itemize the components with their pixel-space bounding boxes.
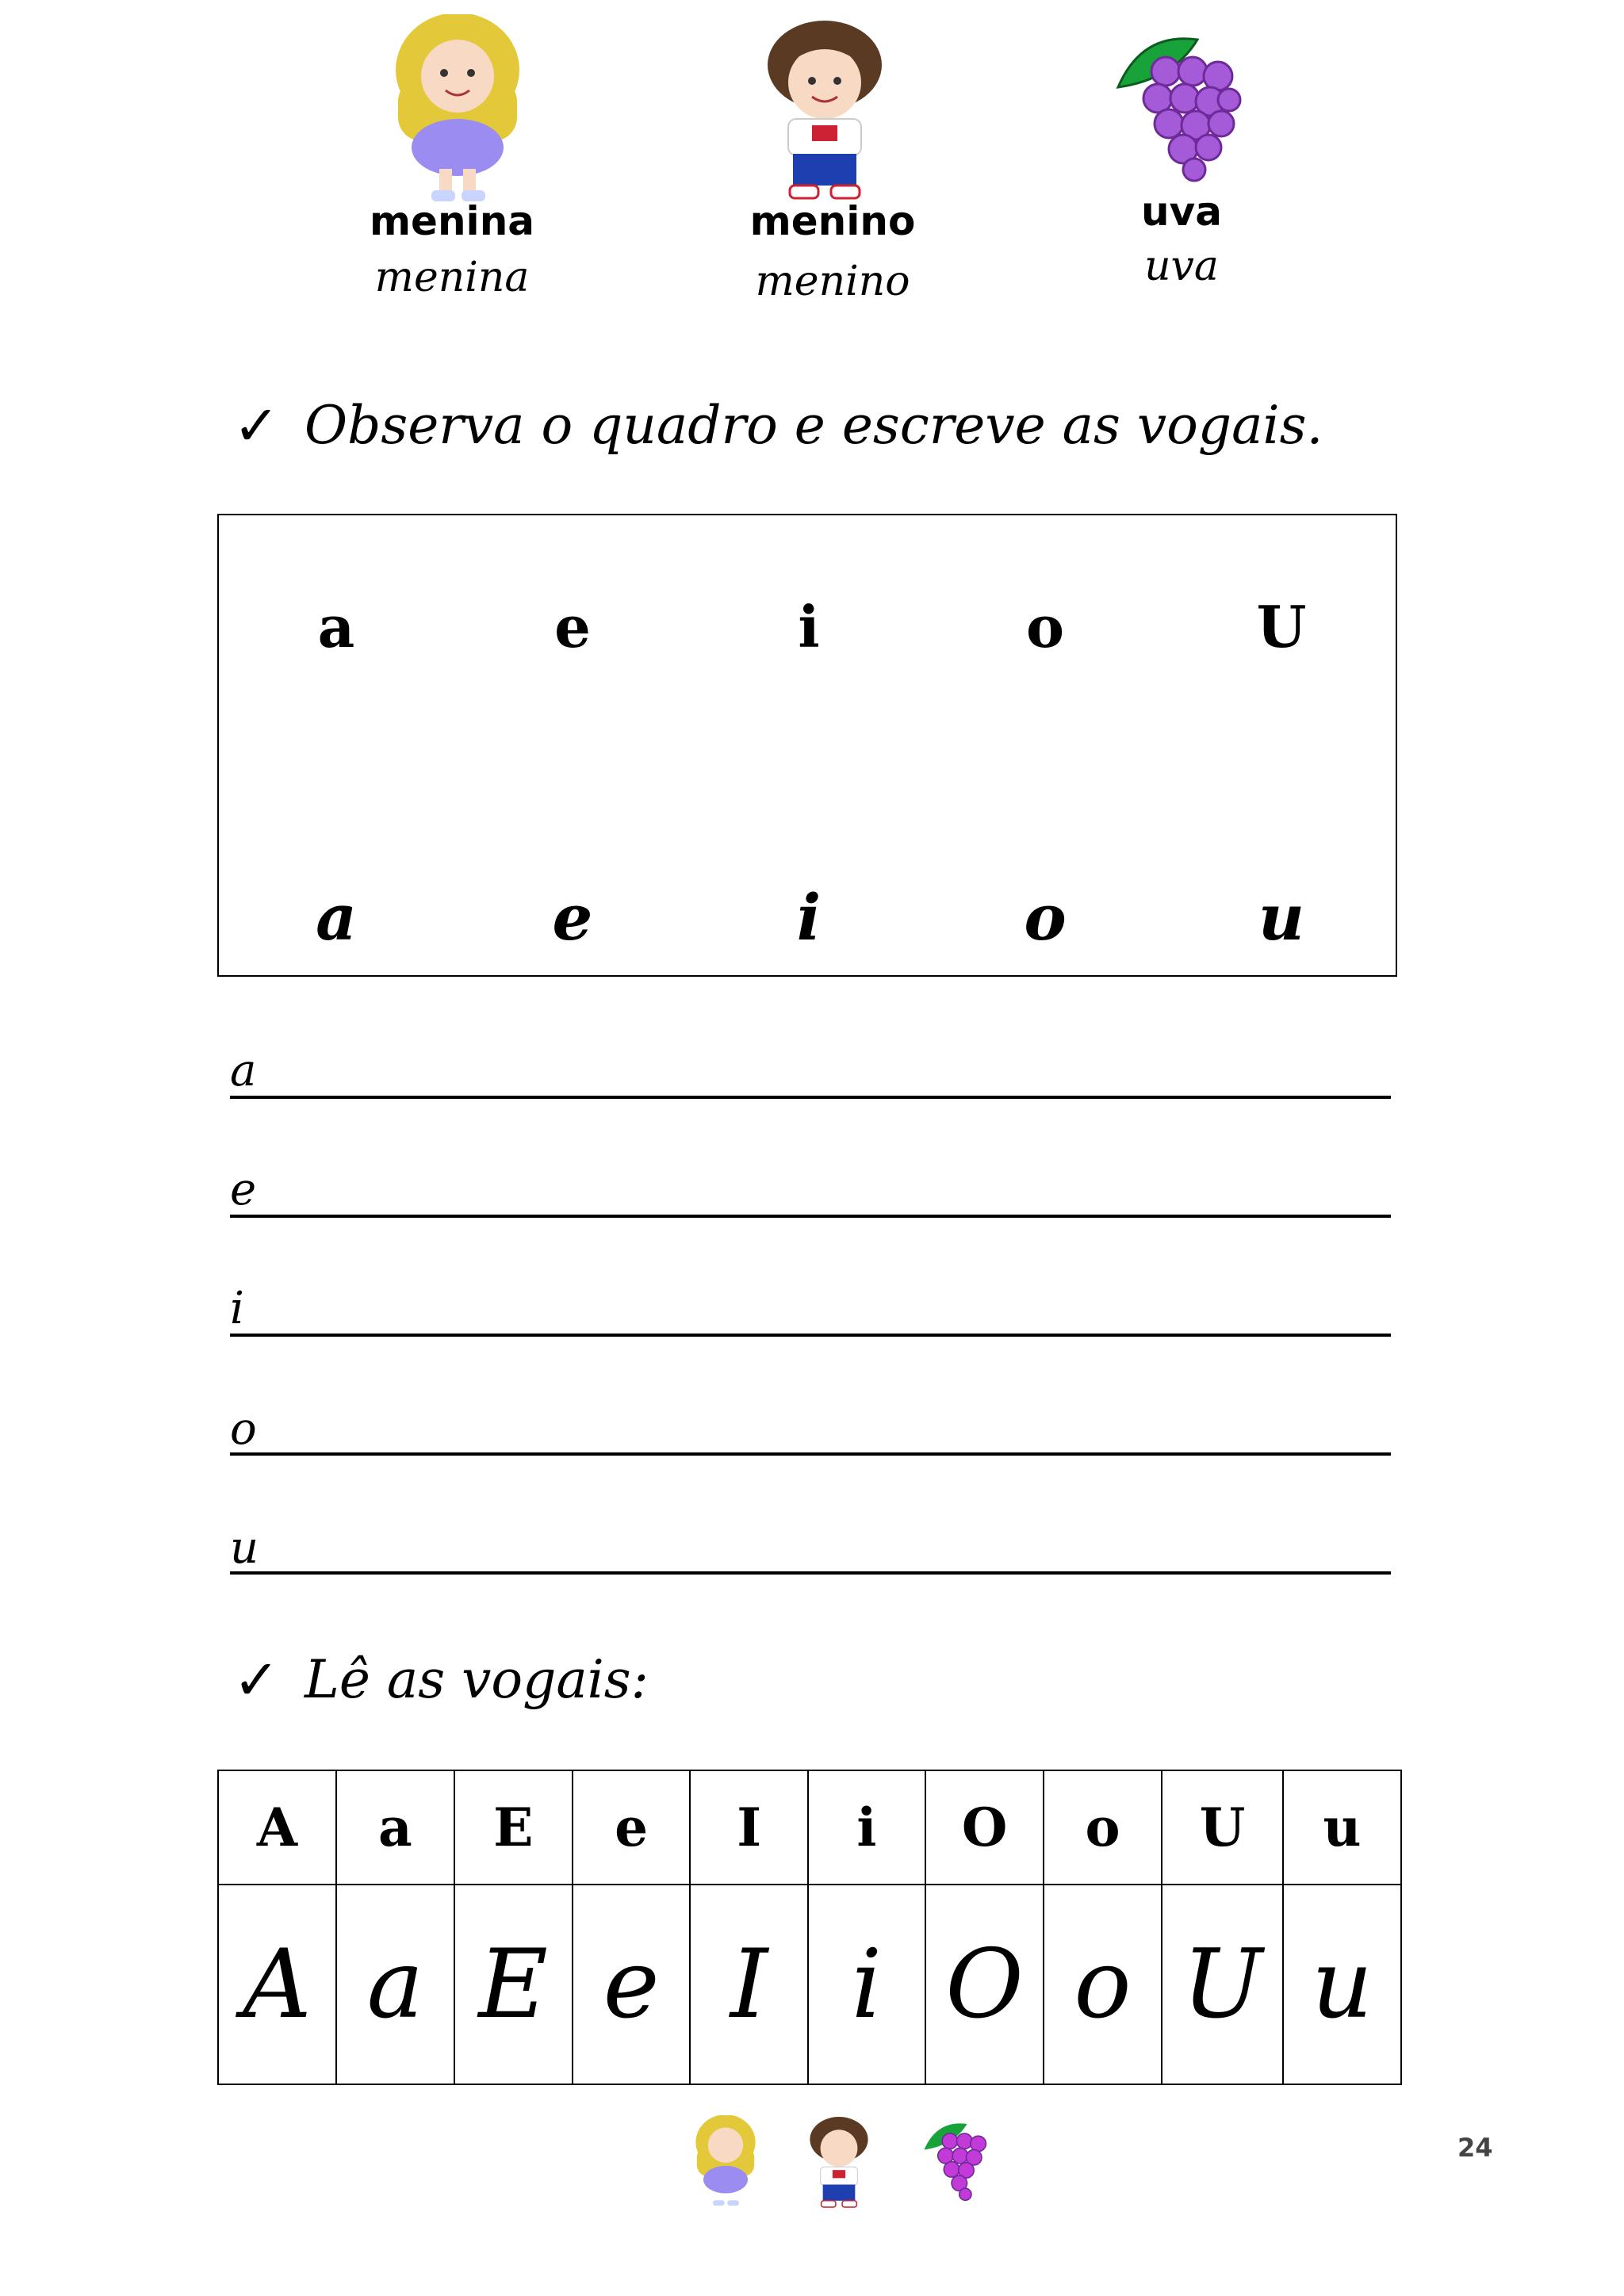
page-number: 24 xyxy=(1457,2133,1493,2163)
vowel-cursive: u xyxy=(1258,880,1305,955)
table-cell-print: a xyxy=(336,1770,454,1885)
table-cell-cursive: U xyxy=(1162,1885,1283,2084)
table-cell-print: o xyxy=(1044,1770,1162,1885)
table-cell-print: u xyxy=(1283,1770,1401,1885)
writing-line[interactable] xyxy=(230,1096,1391,1099)
vowel-print: a xyxy=(317,593,355,660)
table-cell-cursive: i xyxy=(808,1885,925,2084)
table-cell-print: U xyxy=(1162,1770,1283,1885)
writing-line-letter: o xyxy=(230,1403,257,1455)
vowel-cursive: e xyxy=(552,880,593,955)
instruction-observe: Observa o quadro e escreve as vogais. xyxy=(304,395,1323,456)
instruction-read: Lê as vogais: xyxy=(304,1649,649,1710)
picture-label-print: menina xyxy=(369,198,535,244)
table-cell-cursive: O xyxy=(925,1885,1044,2084)
writing-line[interactable] xyxy=(230,1334,1391,1337)
vowel-cursive: a xyxy=(316,880,357,955)
vowel-cursive: i xyxy=(796,880,822,955)
vowel-reading-table xyxy=(217,1770,1402,2085)
table-cell-cursive: E xyxy=(454,1885,573,2084)
picture-label-print: menino xyxy=(749,198,916,244)
picture-label-cursive: uva xyxy=(1144,243,1219,290)
table-cell-print: E xyxy=(454,1770,573,1885)
vowel-box xyxy=(217,514,1397,977)
checkmark-icon: ✓ xyxy=(233,1647,280,1712)
vowel-print: o xyxy=(1025,593,1065,660)
girl-icon xyxy=(693,2115,758,2207)
vowel-cursive: o xyxy=(1024,880,1067,955)
boy-icon xyxy=(763,17,887,205)
table-cell-cursive: I xyxy=(690,1885,807,2084)
picture-label-cursive: menina xyxy=(374,254,530,301)
table-row xyxy=(218,1885,1401,2084)
writing-line[interactable] xyxy=(230,1452,1391,1456)
table-cell-print: e xyxy=(573,1770,691,1885)
table-cell-cursive: A xyxy=(218,1885,336,2084)
picture-label-cursive: menino xyxy=(755,258,910,305)
table-cell-cursive: e xyxy=(573,1885,691,2084)
table-cell-cursive: u xyxy=(1283,1885,1401,2084)
writing-line[interactable] xyxy=(230,1571,1391,1575)
writing-line-letter: u xyxy=(230,1522,259,1574)
grapes-icon xyxy=(920,2117,993,2204)
table-cell-print: A xyxy=(218,1770,336,1885)
girl-icon xyxy=(390,14,525,205)
picture-label-print: uva xyxy=(1141,189,1222,235)
writing-line-letter: e xyxy=(230,1164,257,1215)
grapes-icon xyxy=(1110,32,1245,182)
table-cell-cursive: o xyxy=(1044,1885,1162,2084)
table-row xyxy=(218,1770,1401,1885)
boy-icon xyxy=(807,2115,871,2210)
writing-line-letter: i xyxy=(230,1283,244,1334)
table-cell-cursive: a xyxy=(336,1885,454,2084)
table-cell-print: O xyxy=(925,1770,1044,1885)
vowel-print: i xyxy=(798,593,820,660)
writing-line-letter: a xyxy=(230,1045,257,1096)
writing-line[interactable] xyxy=(230,1215,1391,1218)
vowel-print: U xyxy=(1256,593,1307,660)
checkmark-icon: ✓ xyxy=(233,393,280,458)
vowel-print: e xyxy=(554,593,591,660)
table-cell-print: i xyxy=(808,1770,925,1885)
table-cell-print: I xyxy=(690,1770,807,1885)
